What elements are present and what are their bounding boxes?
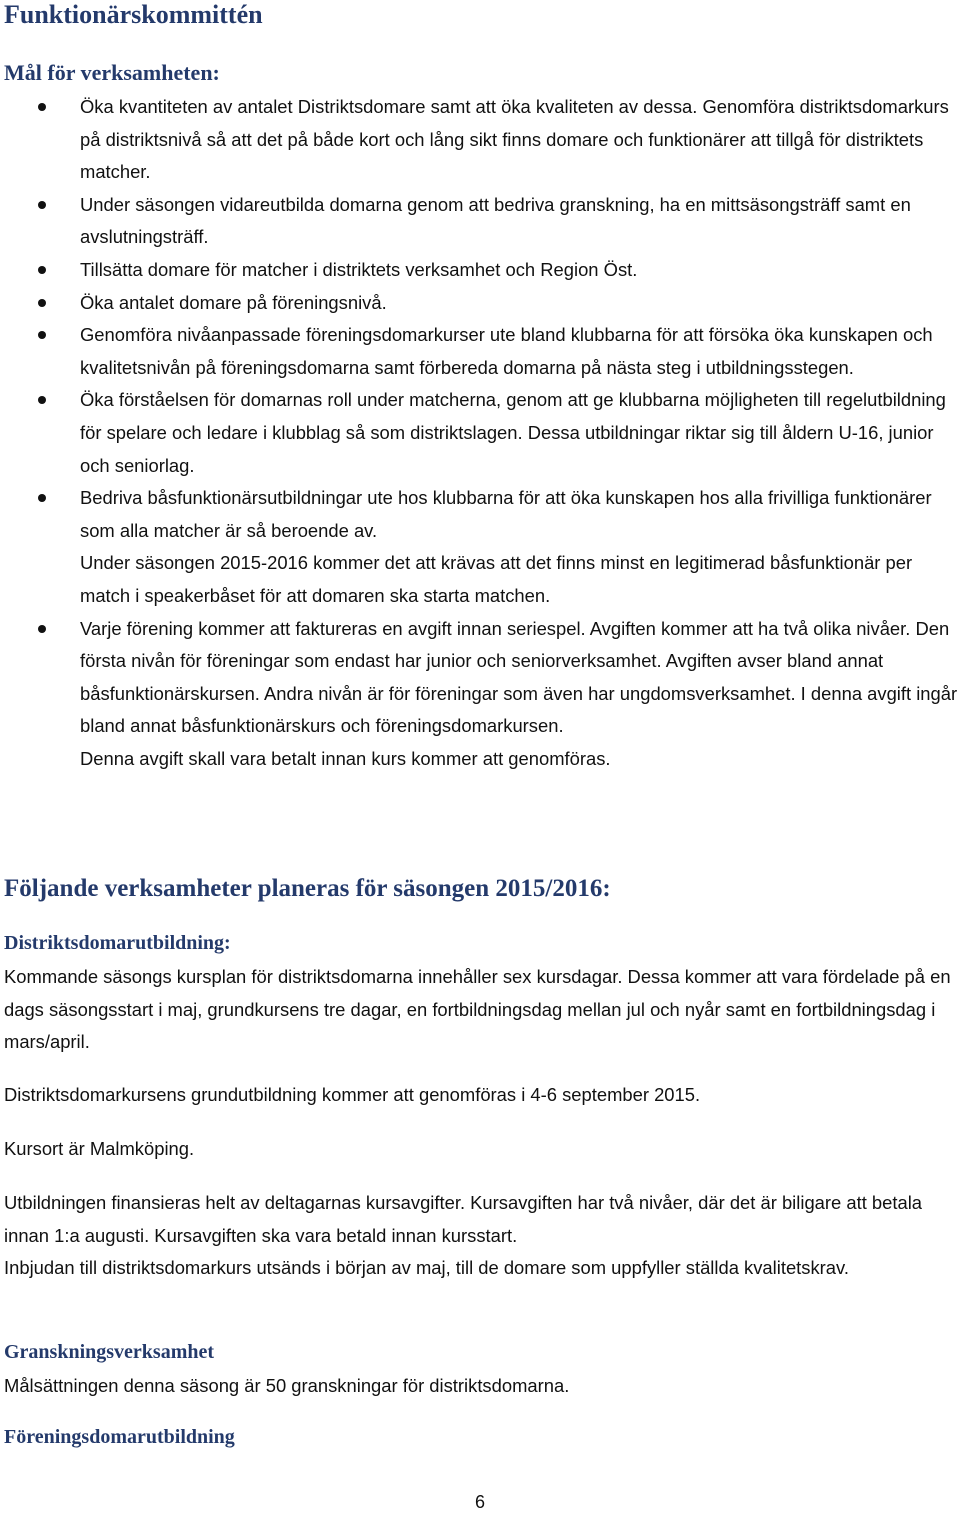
bullet-icon: [38, 331, 46, 339]
goals-heading: Mål för verksamheten:: [4, 60, 220, 85]
page-title: Funktionärskommittén: [4, 0, 263, 29]
bullet-icon: [38, 201, 46, 209]
review-heading: Granskningsverksamhet: [4, 1341, 215, 1363]
list-item-text: Bedriva båsfunktionärsutbildningar ute hos klubbarna för att öka kunskapen hos alla frivilliga funktionärer som alla matcher är så beroende av.: [80, 487, 932, 541]
district-paragraph-invitation: Inbjudan till distriktsdomarkurs utsänds i början av maj, till de domare som uppfyller ställda kvalitetskrav.: [4, 1257, 849, 1278]
list-item: [0, 482, 960, 612]
list-item: [0, 189, 960, 254]
list-item: [0, 384, 960, 482]
bullet-icon: [38, 494, 46, 502]
list-item-text: Under säsongen vidareutbilda domarna genom att bedriva granskning, ha en mittsäsongsträff samt en avslutningsträff.: [80, 193, 911, 248]
district-paragraph-location: Kursort är Malmköping.: [4, 1138, 195, 1159]
bullet-icon: [38, 625, 46, 633]
list-item-text: Genomföra nivåanpassade föreningsdomarkurser ute bland klubbarna för att försöka öka kunskapen och kvalitetsnivån på föreningsdomarna samt förbereda domarna på nästa steg i utbildningsstegen.: [80, 324, 933, 378]
review-paragraph: Målsättningen denna säsong är 50 granskningar för distriktsdomarna.: [4, 1375, 570, 1396]
list-item-extra-text: Denna avgift skall vara betalt innan kurs kommer att genomföras.: [80, 747, 611, 769]
bullet-icon: [38, 266, 46, 274]
district-paragraph-course-date: Distriktsdomarkursens grundutbildning kommer att genomföras i 4-6 september 2015.: [4, 1084, 701, 1105]
list-item: [0, 287, 960, 320]
list-item-text: Tillsätta domare för matcher i distriktets verksamhet och Region Öst.: [80, 258, 638, 280]
bullet-icon: [38, 396, 46, 404]
district-training-heading: Distriktsdomarutbildning:: [4, 932, 231, 954]
list-item-extra-text: Under säsongen 2015-2016 kommer det att krävas att det finns minst en legitimerad båsfunktionär per match i speakerbåset för att domaren ska starta matchen.: [80, 552, 913, 606]
list-item-text: Öka kvantiteten av antalet Distriktsdomare samt att öka kvaliteten av dessa. Genomföra distriktsdomarkurs på distriktsnivå så att det på både kort och lång sikt finns domare och funktionärer att tillgå för distriktets matcher.: [80, 96, 949, 183]
list-item-text: Varje förening kommer att faktureras en avgift innan seriespel. Avgiften kommer att ha två olika nivåer. Den första nivån för föreningar som endast har junior och seniorverksamhet. Avgiften avser bland annat båsfunktionärskursen. Andra nivån är för föreningar som även har ungdomsverksamhet. I denna avgift ingår bland annat båsfunktionärskurs och föreningsdomarkursen.: [80, 617, 958, 737]
bullet-icon: [38, 103, 46, 111]
district-paragraph-financing: Utbildningen finansieras helt av deltagarnas kursavgifter. Kursavgiften har två nivåer, där det är biligare att betala innan 1:a augusti. Kursavgiften ska vara betald innan kursstart.: [4, 1192, 923, 1246]
list-item: [0, 254, 960, 287]
district-paragraph-course-plan: Kommande säsongs kursplan för distriktsdomarna innehåller sex kursdagar. Dessa kommer att vara fördelade på en dags säsongsstart i maj, grundkursens tre dagar, en fortbildningsdag mellan jul och nyår samt en fortbildningsdag i mars/april.: [4, 966, 951, 1053]
planned-heading: Följande verksamheter planeras för säsongen 2015/2016:: [4, 875, 611, 902]
list-item: [0, 91, 960, 189]
club-training-heading: Föreningsdomarutbildning: [4, 1426, 235, 1448]
goals-list: [0, 91, 960, 775]
page-number: 6: [474, 1492, 485, 1512]
list-item-text: Öka förståelsen för domarnas roll under matcherna, genom att ge klubbarna möjligheten till regelutbildning för spelare och ledare i klubblag så som distriktslagen. Dessa utbildningar riktar sig till åldern U-16, junior och seniorlag.: [80, 389, 946, 476]
bullet-icon: [38, 299, 46, 307]
list-item: [0, 319, 960, 384]
list-item-text: Öka antalet domare på föreningsnivå.: [80, 291, 387, 313]
list-item: [0, 613, 960, 776]
